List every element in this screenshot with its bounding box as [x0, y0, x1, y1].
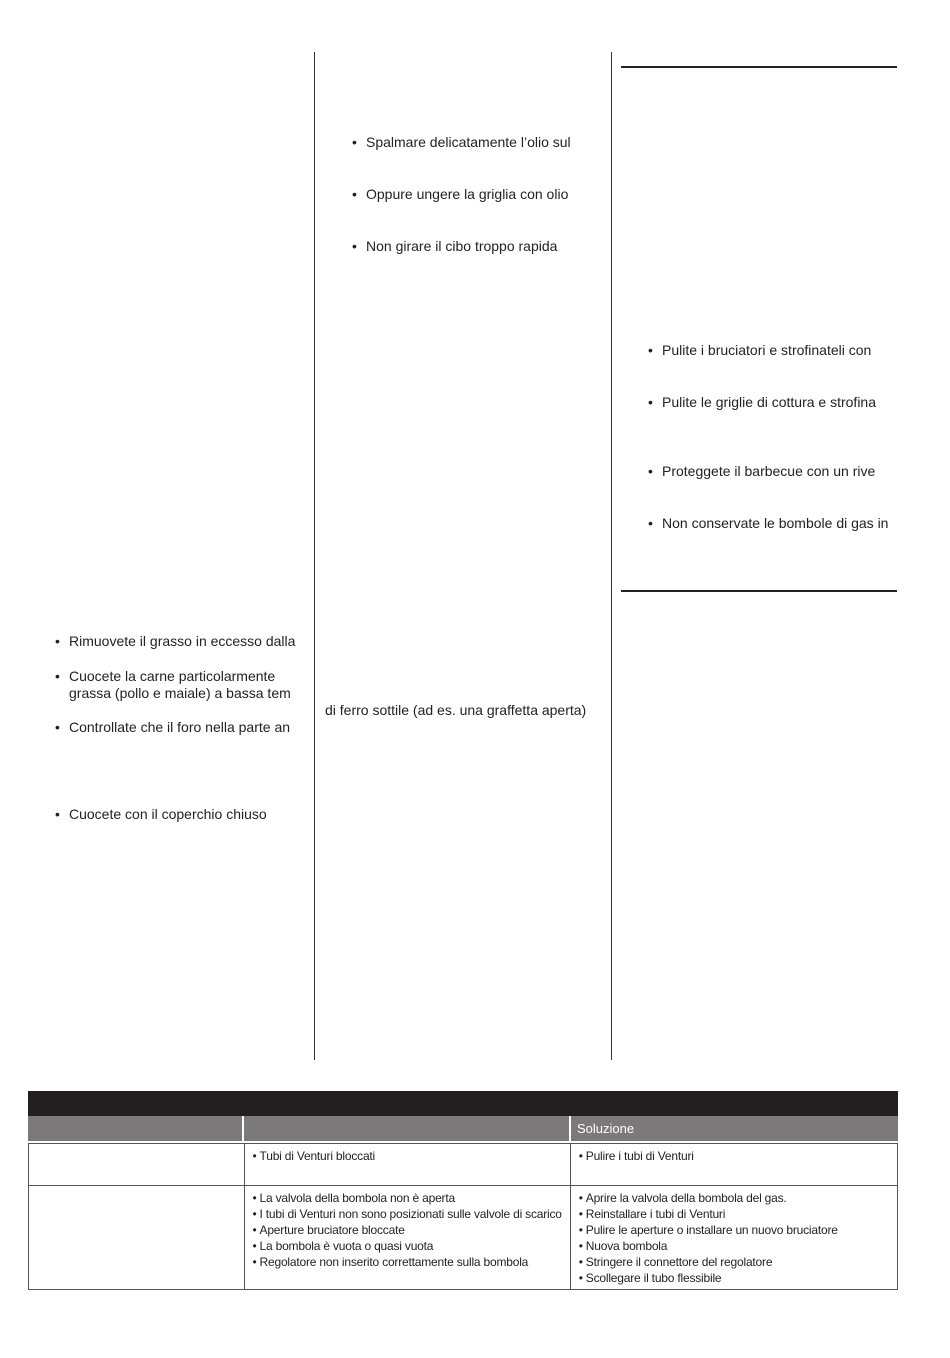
- column-divider-2: [611, 52, 612, 1060]
- header-solution: Soluzione: [577, 1121, 635, 1136]
- list-item: • Proteggete il barbecue con un rive: [648, 463, 875, 480]
- header-cause: [244, 1116, 571, 1141]
- list-item: • Controllate che il foro nella parte an: [55, 719, 290, 736]
- solution-item: • Stringere il connettore del regolatore: [579, 1254, 897, 1270]
- cause-item: • Regolatore non inserito correttamente sulla bombola: [253, 1254, 570, 1270]
- list-item: • Oppure ungere la griglia con olio: [352, 186, 568, 203]
- table-title-bar: [28, 1091, 898, 1116]
- cause-item: • I tubi di Venturi non sono posizionati sulle valvole di scarico: [253, 1206, 570, 1222]
- cause-cell: [245, 1144, 571, 1185]
- list-item: • Non girare il cibo troppo rapida: [352, 238, 557, 255]
- cause-item: • Tubi di Venturi bloccati: [253, 1148, 570, 1164]
- body-text: di ferro sottile (ad es. una graffetta aperta): [325, 702, 587, 718]
- problem-cell: [29, 1186, 245, 1289]
- list-item: • Cuocete la carne particolarmente: [55, 668, 275, 685]
- cause-item: • La valvola della bombola non è aperta: [253, 1190, 570, 1206]
- solution-item: • Aprire la valvola della bombola del gas.: [579, 1190, 897, 1206]
- solution-item: • Reinstallare i tubi di Venturi: [579, 1206, 897, 1222]
- list-item: • Spalmare delicatamente l’olio sul: [352, 134, 571, 151]
- cause-item: • La bombola è vuota o quasi vuota: [253, 1238, 570, 1254]
- solution-item: • Pulire i tubi di Venturi: [579, 1148, 897, 1164]
- solution-cell: [571, 1144, 897, 1185]
- header-problem: [28, 1116, 244, 1141]
- list-item: • Rimuovete il grasso in eccesso dalla: [55, 633, 295, 650]
- table-row: [28, 1143, 898, 1186]
- cause-cell: [245, 1186, 571, 1289]
- list-item: • Pulite i bruciatori e strofinateli con: [648, 342, 871, 359]
- section-rule-middle: [621, 590, 897, 592]
- list-item-continuation: grassa (pollo e maiale) a bassa tem: [69, 685, 291, 701]
- solution-item: • Pulire le aperture o installare un nuovo bruciatore: [579, 1222, 897, 1238]
- table-header: [28, 1116, 898, 1143]
- section-rule-top: [621, 66, 897, 68]
- list-item: • Non conservate le bombole di gas in: [648, 515, 888, 532]
- cause-item: • Aperture bruciatore bloccate: [253, 1222, 570, 1238]
- table-row: [28, 1186, 898, 1290]
- list-item: • Pulite le griglie di cottura e strofina: [648, 394, 876, 411]
- problem-cell: [29, 1144, 245, 1185]
- solution-item: • Nuova bombola: [579, 1238, 897, 1254]
- troubleshooting-table: [28, 1091, 898, 1290]
- list-item: • Cuocete con il coperchio chiuso: [55, 806, 267, 823]
- solution-item: • Scollegare il tubo flessibile: [579, 1270, 897, 1286]
- solution-cell: [571, 1186, 897, 1289]
- column-divider-1: [314, 52, 315, 1060]
